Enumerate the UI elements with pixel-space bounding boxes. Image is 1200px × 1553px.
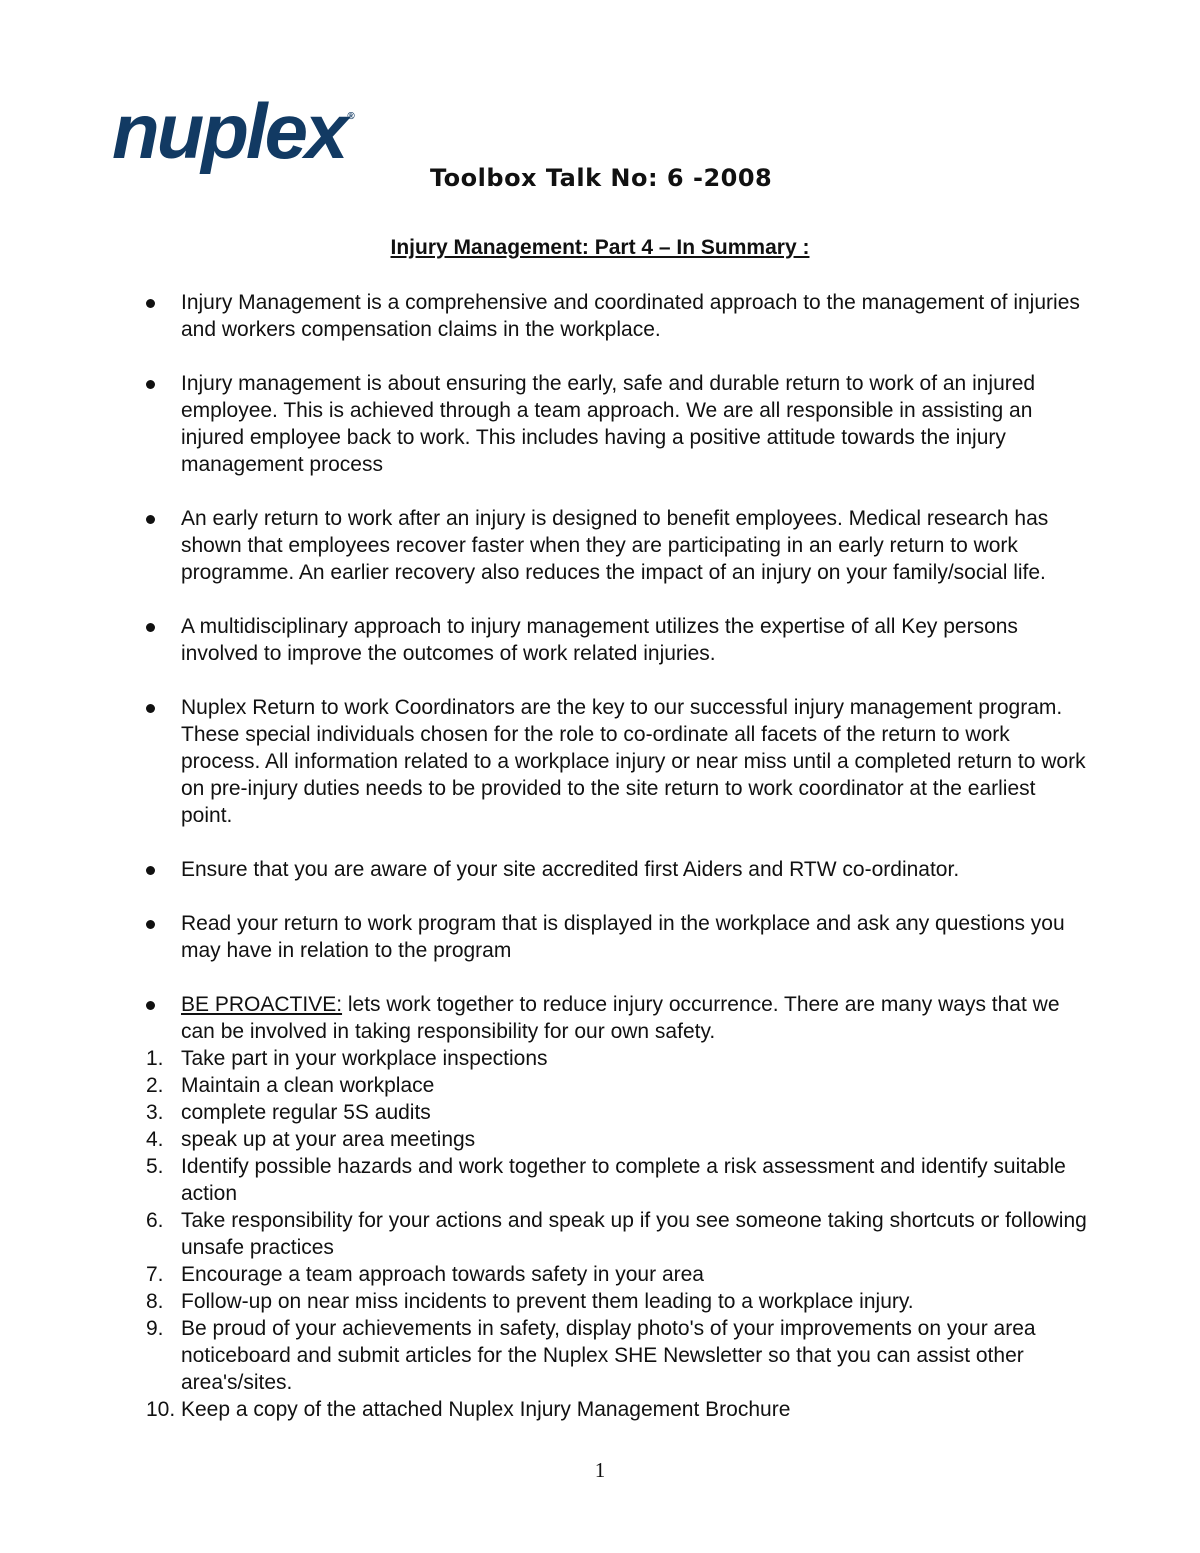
bullet-text: Nuplex Return to work Coordinators are the key to our successful injury management program. These special individuals chosen for the role to co-ordinate all facets of the return to work process. All information related to a workplace injury or near miss until a completed return to work on pre-injury duties needs to be provided to the site return to work coordinator at the earliest point. <box>181 696 1086 827</box>
step-number: 1. <box>146 1047 164 1070</box>
bullet-text: Injury management is about ensuring the early, safe and durable return to work of an injured employee. This is achieved through a team approach. We are all responsible in assisting an injured employee back to work. This includes having a positive attitude towards the injury management process <box>181 372 1036 476</box>
bullet-dot-icon <box>146 1001 155 1010</box>
bullet-item <box>130 613 1090 667</box>
step-text: Take part in your workplace inspections <box>181 1047 548 1070</box>
proactive-label: BE PROACTIVE: <box>181 993 343 1016</box>
step-item <box>130 1153 1090 1207</box>
bullet-item <box>130 505 1090 586</box>
step-item <box>130 1207 1090 1261</box>
step-item <box>130 1126 1090 1153</box>
proactive-text: lets work together to reduce injury occurrence. There are many ways that we can be involved in taking responsibility for our own safety. <box>181 993 1060 1043</box>
step-number: 6. <box>146 1209 164 1232</box>
step-number: 7. <box>146 1263 164 1286</box>
bullet-item <box>130 910 1090 964</box>
step-text: Maintain a clean workplace <box>181 1074 435 1097</box>
step-text: Take responsibility for your actions and speak up if you see someone taking shortcuts or following unsafe practices <box>181 1209 1087 1259</box>
bullet-item <box>130 694 1090 829</box>
proactive-steps-list <box>130 1045 1090 1423</box>
step-text: speak up at your area meetings <box>181 1128 476 1151</box>
bullet-dot-icon <box>146 920 155 929</box>
bullet-text: An early return to work after an injury is designed to benefit employees. Medical research has shown that employees recover faster when they are participating in an early return to work programme. An earlier recovery also reduces the impact of an injury on your family/social life. <box>181 507 1049 584</box>
step-item <box>130 1288 1090 1315</box>
step-item <box>130 1315 1090 1396</box>
page-number: 1 <box>594 1458 606 1482</box>
step-text: Be proud of your achievements in safety, display photo's of your improvements on your area noticeboard and submit articles for the Nuplex SHE Newsletter so that you can assist other area's/sites. <box>181 1317 1036 1394</box>
step-number: 5. <box>146 1155 164 1178</box>
logo-registered-mark: ® <box>347 111 352 122</box>
step-text: complete regular 5S audits <box>181 1101 431 1124</box>
bullet-text: A multidisciplinary approach to injury management utilizes the expertise of all Key persons involved to improve the outcomes of work related injuries. <box>181 615 1018 665</box>
document-body <box>130 289 1090 1423</box>
logo-text: nuplex <box>112 87 346 175</box>
bullet-text: Ensure that you are aware of your site accredited first Aiders and RTW co-ordinator. <box>181 858 960 881</box>
document-title: Toolbox Talk No: 6 -2008 <box>430 164 773 192</box>
bullet-text: Read your return to work program that is displayed in the workplace and ask any questions you may have in relation to the program <box>181 912 1065 962</box>
step-text: Encourage a team approach towards safety in your area <box>181 1263 704 1286</box>
step-item <box>130 1396 1090 1423</box>
nuplex-logo <box>112 87 352 175</box>
step-text: Identify possible hazards and work together to complete a risk assessment and identify suitable action <box>181 1155 1066 1205</box>
bullet-text: Injury Management is a comprehensive and coordinated approach to the management of injuries and workers compensation claims in the workplace. <box>181 291 1080 341</box>
step-number: 2. <box>146 1074 164 1097</box>
step-item <box>130 1072 1090 1099</box>
bullet-item <box>130 856 1090 883</box>
bullet-dot-icon <box>146 623 155 632</box>
step-number: 9. <box>146 1317 164 1340</box>
bullet-dot-icon <box>146 380 155 389</box>
bullet-item <box>130 370 1090 478</box>
bullet-item <box>130 289 1090 343</box>
step-item <box>130 1099 1090 1126</box>
step-item <box>130 1261 1090 1288</box>
step-text: Follow-up on near miss incidents to prevent them leading to a workplace injury. <box>181 1290 914 1313</box>
step-text: Keep a copy of the attached Nuplex Injury Management Brochure <box>181 1398 791 1421</box>
bullet-dot-icon <box>146 866 155 875</box>
bullet-item-proactive <box>130 991 1090 1045</box>
summary-bullet-list <box>130 289 1090 1045</box>
step-number: 3. <box>146 1101 164 1124</box>
step-number: 4. <box>146 1128 164 1151</box>
step-item <box>130 1045 1090 1072</box>
bullet-dot-icon <box>146 299 155 308</box>
step-number: 8. <box>146 1290 164 1313</box>
bullet-dot-icon <box>146 704 155 713</box>
step-number: 10. <box>146 1398 176 1421</box>
bullet-dot-icon <box>146 515 155 524</box>
section-subtitle: Injury Management: Part 4 – In Summary : <box>390 236 810 259</box>
